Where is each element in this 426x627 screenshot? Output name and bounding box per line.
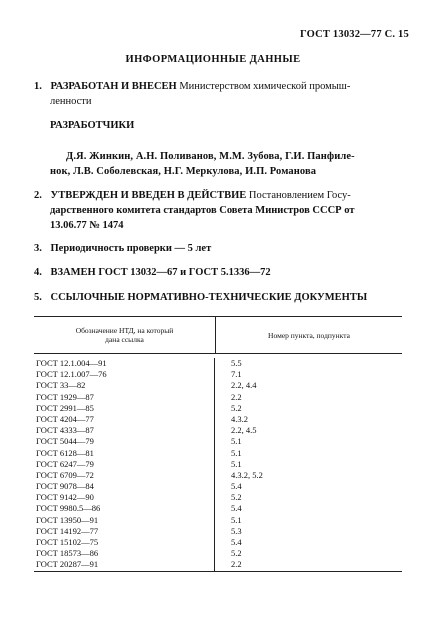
running-head: ГОСТ 13032—77 С. 15 [300, 29, 409, 40]
developers-heading: РАЗРАБОТЧИКИ [50, 120, 135, 131]
table-cell-clause: 5.2 [231, 492, 242, 503]
developers-line2: нок, Л.В. Соболевская, Н.Г. Меркулова, И.П. Романова [50, 166, 317, 177]
item-4-number: 4. [34, 267, 42, 278]
table-cell-document: ГОСТ 14192—77 [34, 526, 215, 537]
table-cell-document: ГОСТ 12.1.007—76 [34, 369, 215, 380]
item-2 [34, 188, 351, 203]
table-row [34, 414, 402, 425]
table-cell-clause: 2.2 [231, 391, 242, 402]
table-cell-clause: 5.3 [231, 525, 242, 536]
table-cell-document: ГОСТ 1929—87 [34, 392, 215, 403]
table-header-col1-line2: дана ссылка [105, 335, 144, 344]
item-3 [34, 241, 211, 256]
table-cell-clause: 4.3.2 [231, 413, 248, 424]
item-2-number: 2. [34, 190, 42, 201]
table-row [34, 448, 402, 459]
table-row [34, 459, 402, 470]
table-row [34, 470, 402, 481]
table-cell-clause: 5.2 [231, 402, 242, 413]
developers-line1: Д.Я. Жинкин, А.Н. Поливанов, М.М. Зубова, Г.И. Панфиле- [66, 151, 355, 162]
table-row [34, 392, 402, 403]
table-cell-clause: 5.2 [231, 548, 242, 559]
table-cell-clause: 5.1 [231, 447, 242, 458]
table-cell-clause: 7.1 [231, 369, 242, 380]
page-title: ИНФОРМАЦИОННЫЕ ДАННЫЕ [125, 54, 301, 65]
item-3-heading: Периодичность проверки — 5 лет [50, 243, 212, 254]
table-cell-document: ГОСТ 6709—72 [34, 470, 215, 481]
table-cell-clause: 5.1 [231, 436, 242, 447]
item-1-heading: РАЗРАБОТАН И ВНЕСЕН [50, 81, 177, 92]
item-5 [34, 290, 367, 305]
item-1-text-line1: Министерством химической промыш- [179, 81, 351, 92]
table-row [34, 503, 402, 514]
item-2-text-line2: дарственного комитета стандартов Совета Министров СССР от [50, 205, 355, 216]
item-1-text-line2: ленности [50, 96, 92, 107]
item-4 [34, 265, 271, 280]
table-cell-clause: 2.2, 4.5 [231, 425, 257, 436]
item-1-number: 1. [34, 81, 42, 92]
table-cell-document: ГОСТ 5044—79 [34, 436, 215, 447]
table-header-col2: Номер пункта, подпункта [268, 330, 350, 340]
item-5-number: 5. [34, 292, 42, 303]
item-2-text-line1: Постановлением Госу- [248, 190, 351, 201]
table-bottom-rule [34, 571, 402, 572]
item-1 [34, 79, 350, 94]
table-header-col1 [34, 317, 216, 353]
table-header [34, 316, 402, 354]
table-row [34, 358, 402, 369]
table-row [34, 481, 402, 492]
table-cell-document: ГОСТ 2991—85 [34, 403, 215, 414]
table-cell-document: ГОСТ 12.1.004—91 [34, 358, 215, 369]
table-cell-clause: 5.5 [231, 358, 242, 368]
table-row [34, 526, 402, 537]
table-cell-document: ГОСТ 4204—77 [34, 414, 215, 425]
table-cell-document: ГОСТ 20287—91 [34, 559, 215, 570]
table-cell-clause: 4.3.2, 5.2 [231, 469, 263, 480]
table-header-col1-line1: Обозначение НТД, на который [75, 326, 174, 335]
table-body [34, 354, 402, 571]
table-cell-document: ГОСТ 9078—84 [34, 481, 215, 492]
table-cell-document: ГОСТ 13950—91 [34, 515, 215, 526]
table-row [34, 380, 402, 391]
references-table [34, 316, 402, 572]
item-4-heading: ВЗАМЕН ГОСТ 13032—67 и ГОСТ 5.1336—72 [50, 267, 271, 278]
table-row [34, 537, 402, 548]
item-2-text-line3: 13.06.77 № 1474 [50, 220, 124, 231]
table-row [34, 403, 402, 414]
table-cell-clause: 2.2, 4.4 [231, 380, 257, 391]
table-row [34, 559, 402, 570]
table-cell-document: ГОСТ 9142—90 [34, 492, 215, 503]
item-5-heading: ССЫЛОЧНЫЕ НОРМАТИВНО-ТЕХНИЧЕСКИЕ ДОКУМЕНТЫ [50, 292, 368, 303]
table-row [34, 369, 402, 380]
table-cell-clause: 5.4 [231, 481, 242, 492]
table-row [34, 492, 402, 503]
table-cell-document: ГОСТ 4333—87 [34, 425, 215, 436]
table-cell-clause: 5.1 [231, 458, 242, 469]
table-cell-document: ГОСТ 6247—79 [34, 459, 215, 470]
table-cell-clause: 5.1 [231, 514, 242, 525]
table-cell-clause: 5.4 [231, 503, 242, 514]
table-row [34, 425, 402, 436]
table-cell-document: ГОСТ 33—82 [34, 380, 215, 391]
table-cell-document: ГОСТ 6128—81 [34, 448, 215, 459]
table-cell-clause: 5.4 [231, 537, 242, 547]
table-cell-document: ГОСТ 9980.5—86 [34, 503, 215, 514]
table-row [34, 548, 402, 559]
table-cell-document: ГОСТ 18573—86 [34, 548, 215, 559]
item-2-heading: УТВЕРЖДЕН И ВВЕДЕН В ДЕЙСТВИЕ [50, 190, 247, 201]
table-cell-document: ГОСТ 15102—75 [34, 537, 215, 548]
table-cell-clause: 2.2 [231, 559, 242, 570]
item-3-number: 3. [34, 243, 42, 254]
table-row [34, 436, 402, 447]
table-row [34, 515, 402, 526]
